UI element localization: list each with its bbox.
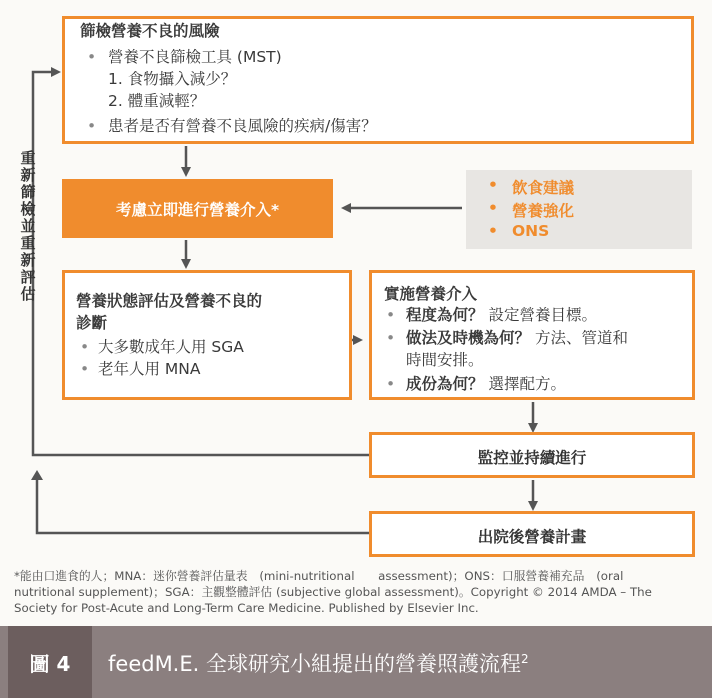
discharge-box bbox=[369, 511, 695, 557]
bullet-icon: • bbox=[488, 222, 498, 240]
assessment-box bbox=[62, 270, 352, 400]
screening-mst-item: 營養不良篩檢工具 (MST) bbox=[108, 48, 282, 66]
implementation-item-1-text: 設定營養目標。 bbox=[488, 306, 597, 324]
implementation-item-1-label: 程度為何？ bbox=[406, 306, 484, 324]
option-ons: ONS bbox=[512, 222, 550, 240]
figure-caption bbox=[108, 648, 529, 678]
monitor-label: 監控並持續進行 bbox=[477, 449, 587, 467]
intervention-options-box bbox=[466, 170, 692, 249]
figure-caption-title: feedM.E. 全球研究小組提出的營養照護流程 bbox=[108, 652, 521, 676]
arrow-discharge-loop bbox=[37, 476, 372, 533]
implementation-item-3-text: 選擇配方。 bbox=[488, 375, 566, 393]
implementation-item-3-label: 成份為何？ bbox=[406, 375, 484, 393]
screening-risk-item: 患者是否有營養不良風險的疾病/傷害？ bbox=[108, 117, 377, 135]
screening-question-1: 1. 食物攝入減少？ bbox=[108, 70, 237, 88]
assessment-title-line1: 營養狀態評估及營養不良的 bbox=[76, 292, 263, 310]
bullet-icon: • bbox=[80, 338, 90, 356]
option-diet-advice: 飲食建議 bbox=[512, 179, 575, 197]
figure-number: 圖 4 bbox=[8, 626, 92, 698]
bullet-icon: • bbox=[488, 176, 498, 194]
implementation-item-2-continued: 時間安排。 bbox=[406, 351, 484, 369]
immediate-intervention-box bbox=[62, 179, 333, 238]
screening-question-2: 2. 體重減輕？ bbox=[108, 92, 206, 110]
bullet-icon: • bbox=[488, 199, 498, 217]
implementation-item-1 bbox=[406, 305, 597, 326]
figure-caption-ref: 2 bbox=[520, 652, 529, 666]
monitor-box bbox=[369, 432, 695, 478]
footnote-line-1: *能由口進食的人；MNA：迷你營養評估量表 (mini-nutritional assessment)；ONS：口服營養補充品 (oral bbox=[14, 569, 624, 583]
bullet-icon: • bbox=[87, 48, 97, 66]
option-fortification: 營養強化 bbox=[512, 202, 575, 220]
discharge-label: 出院後營養計畫 bbox=[477, 528, 587, 546]
bullet-icon: • bbox=[386, 329, 396, 347]
reassess-side-label: 重新篩檢並重新評估 bbox=[20, 149, 36, 303]
footnote-line-2: nutritional supplement)；SGA：主觀整體評估 (subjective global assessment)。Copyright © 2014 AMDA – The bbox=[14, 585, 652, 599]
bullet-icon: • bbox=[386, 375, 396, 393]
implementation-item-3 bbox=[406, 374, 566, 395]
assessment-sga-item: 大多數成年人用 SGA bbox=[98, 338, 244, 356]
implementation-item-2 bbox=[406, 328, 628, 349]
implementation-item-2-label: 做法及時機為何？ bbox=[406, 329, 531, 347]
immediate-intervention-label: 考慮立即進行營養介入* bbox=[115, 200, 280, 219]
assessment-title-line2: 診斷 bbox=[76, 314, 108, 332]
bullet-icon: • bbox=[386, 306, 396, 324]
implementation-item-2-text: 方法、管道和 bbox=[534, 329, 628, 347]
footnote-line-3: Society for Post-Acute and Long-Term Care Medicine. Published by Elsevier Inc. bbox=[14, 601, 479, 615]
bullet-icon: • bbox=[80, 360, 90, 378]
implementation-title: 實施營養介入 bbox=[384, 285, 478, 303]
screening-title: 篩檢營養不良的風險 bbox=[80, 22, 220, 40]
assessment-mna-item: 老年人用 MNA bbox=[98, 360, 201, 378]
bullet-icon: • bbox=[87, 117, 97, 135]
